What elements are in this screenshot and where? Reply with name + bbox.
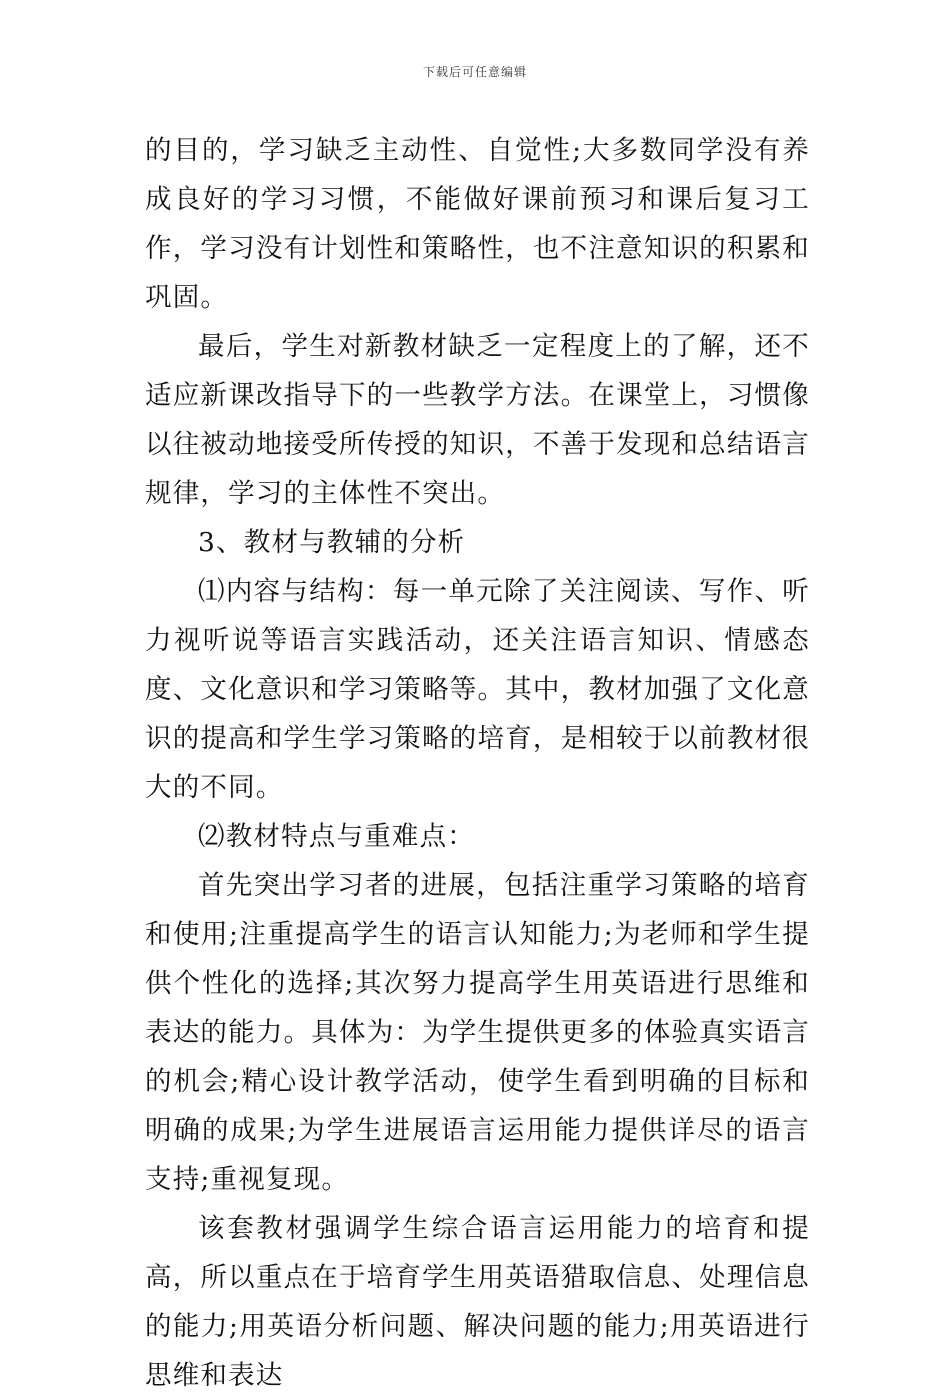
paragraph: 该套教材强调学生综合语言运用能力的培育和提高，所以重点在于培育学生用英语猎取信息、处理信息的能力;用英语分析问题、解决问题的能力;用英语进行思维和表达	[145, 1213, 810, 1391]
paragraph-continued: 的目的，学习缺乏主动性、自觉性;大多数同学没有养成良好的学习习惯，不能做好课前预习和课后复习工作，学习没有计划性和策略性，也不注意知识的积累和巩固。	[145, 135, 810, 313]
paragraph: ⑴内容与结构：每一单元除了关注阅读、写作、听力视听说等语言实践活动，还关注语言知识、情感态度、文化意识和学习策略等。其中，教材加强了文化意识的提高和学生学习策略的培育，是相较于以前教材很大的不同。	[145, 576, 810, 803]
paragraph: 最后，学生对新教材缺乏一定程度上的了解，还不适应新课改指导下的一些教学方法。在课堂上，习惯像以往被动地接受所传授的知识，不善于发现和总结语言规律，学习的主体性不突出。	[145, 331, 810, 509]
document-body	[145, 126, 810, 1400]
subsection-heading: ⑵教材特点与重难点：	[198, 821, 475, 852]
paragraph: 首先突出学习者的进展，包括注重学习策略的培育和使用;注重提高学生的语言认知能力;为老师和学生提供个性化的选择;其次努力提高学生用英语进行思维和表达的能力。具体为：为学生提供更多的体验真实语言的机会;精心设计教学活动，使学生看到明确的目标和明确的成果;为学生进展语言运用能力提供详尽的语言支持;重视复现。	[145, 870, 810, 1195]
page-header: 下载后可任意编辑	[422, 65, 527, 79]
section-heading: 3、教材与教辅的分析	[198, 527, 466, 558]
